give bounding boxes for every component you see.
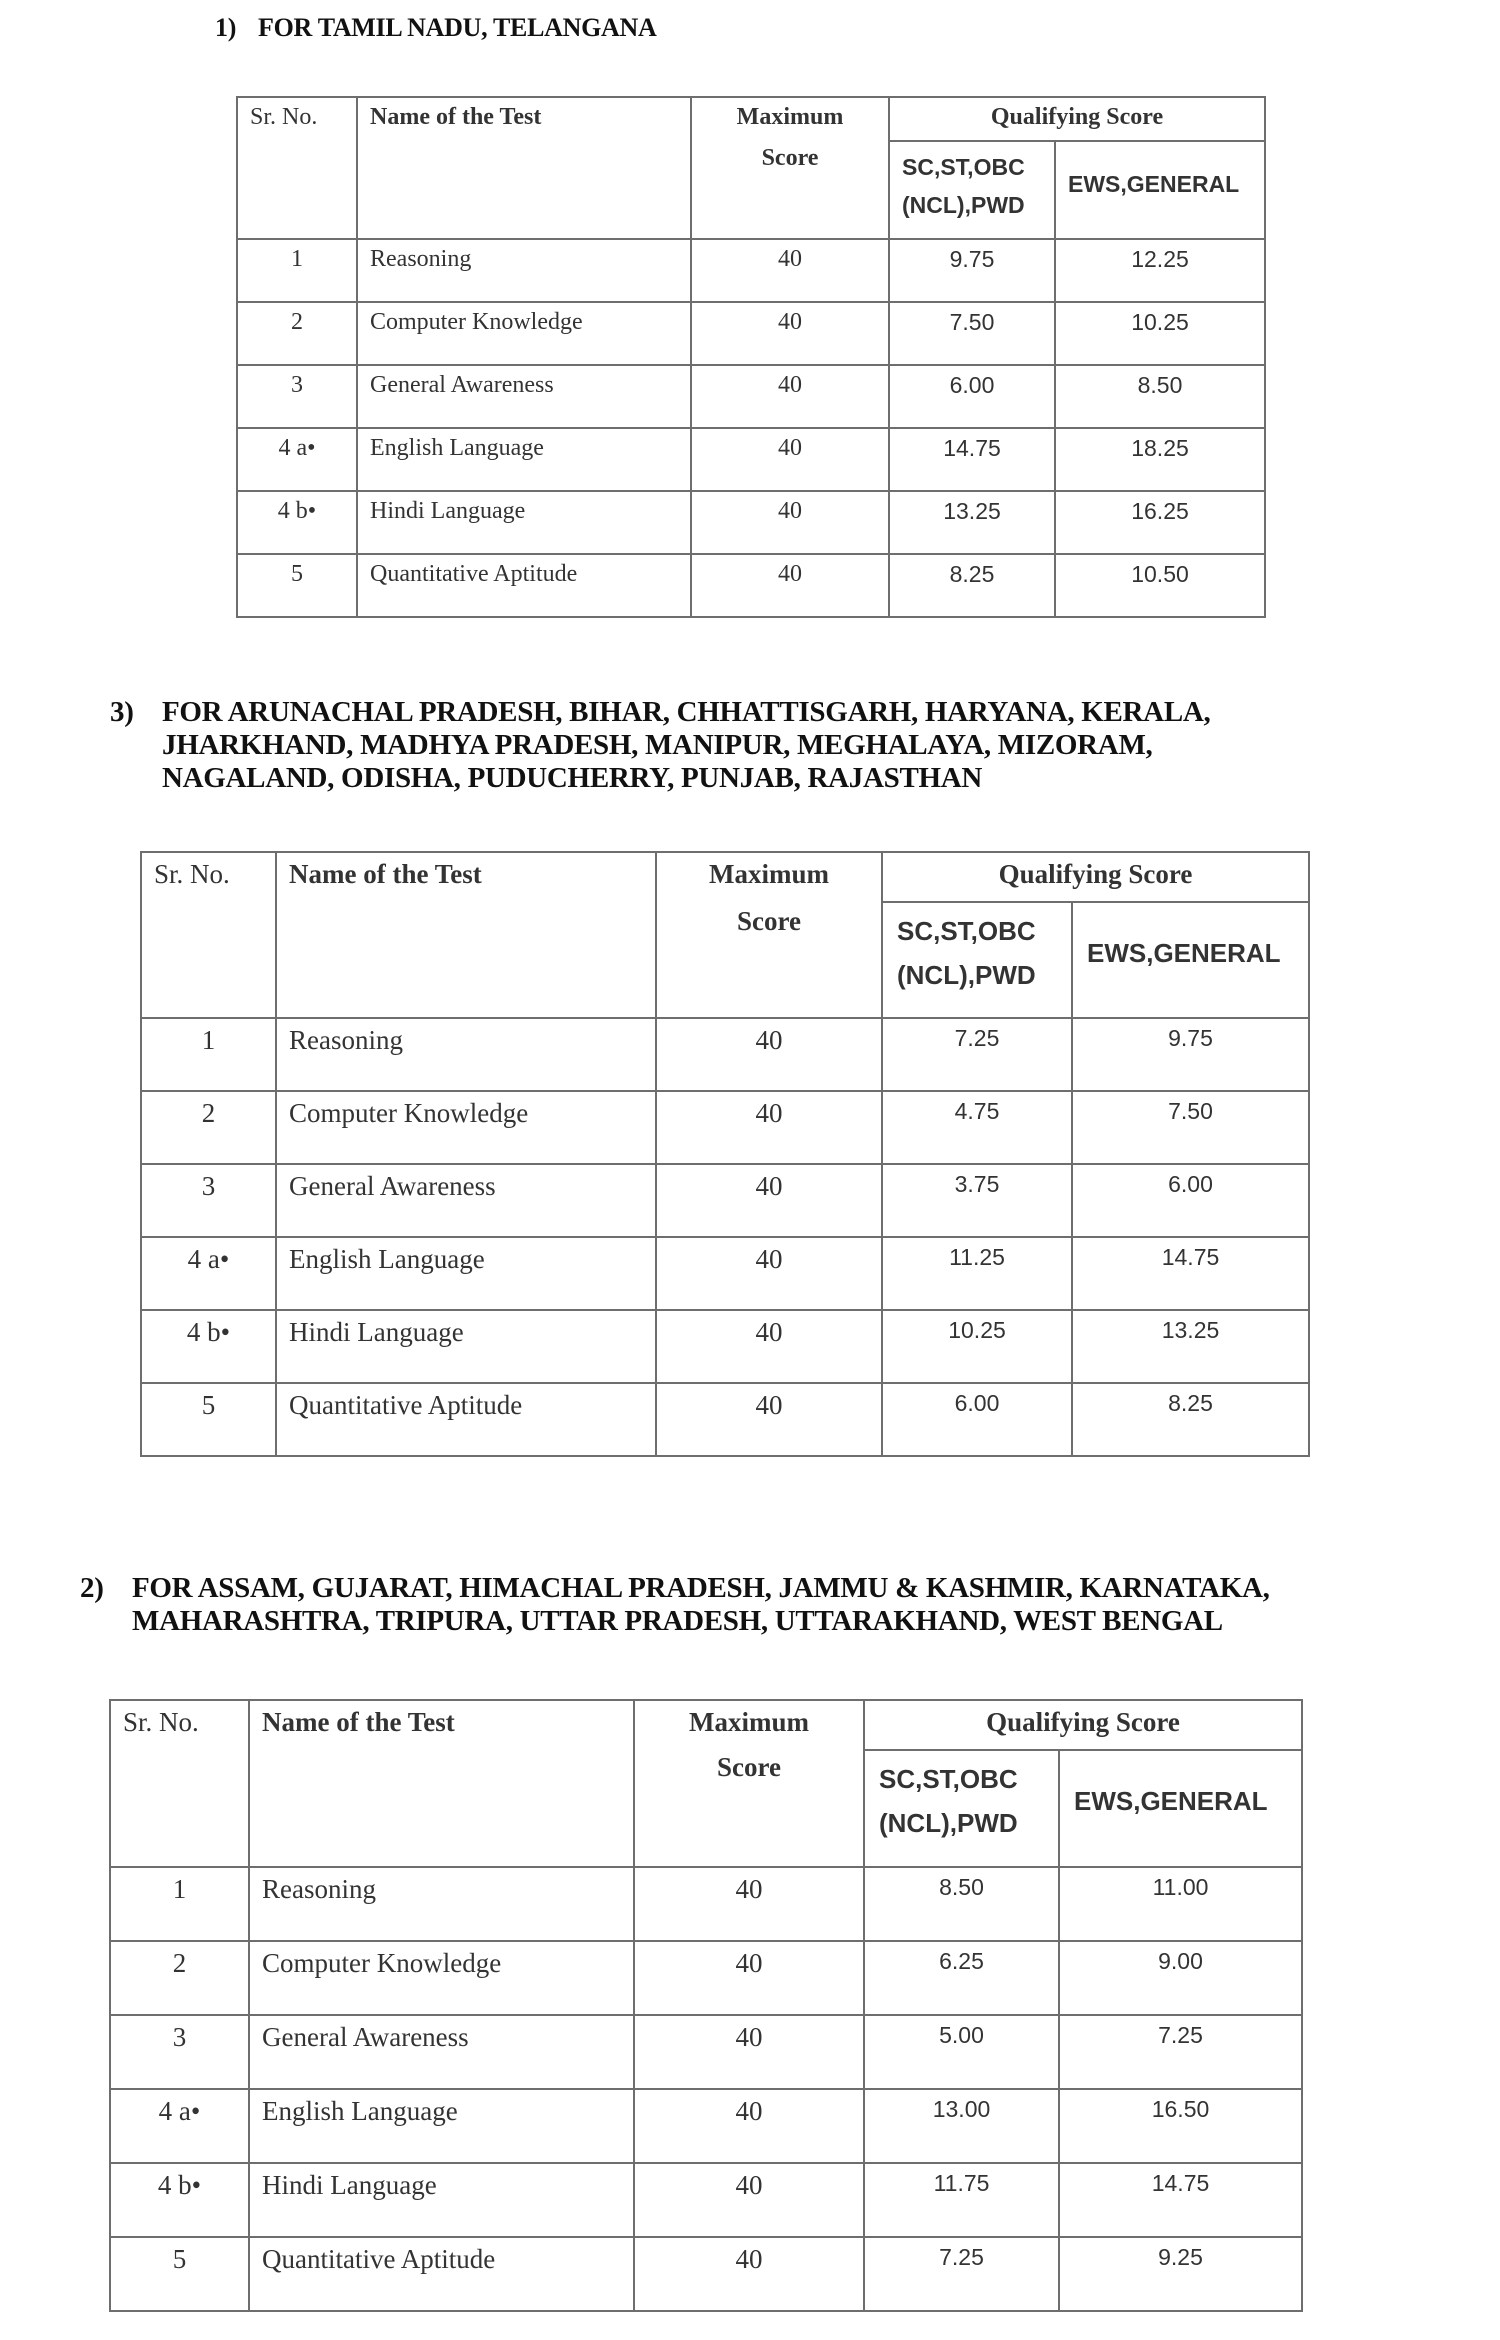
table-row	[141, 1091, 1309, 1164]
general-category-score-cell: 16.50	[1059, 2089, 1302, 2163]
test-name-cell: Quantitative Aptitude	[357, 554, 691, 617]
table-row	[141, 1164, 1309, 1237]
reserved-category-score-cell: 5.00	[864, 2015, 1059, 2089]
section-heading-3	[110, 696, 1211, 794]
general-category-score-cell: 13.25	[1072, 1310, 1309, 1383]
header-test-name: Name of the Test	[276, 852, 656, 1018]
table-row	[141, 1018, 1309, 1091]
test-name-cell: Reasoning	[249, 1867, 634, 1941]
header-category-reserved: SC,ST,OBC (NCL),PWD	[889, 141, 1055, 239]
maximum-score-cell: 40	[691, 302, 889, 365]
test-name-cell: English Language	[276, 1237, 656, 1310]
reserved-category-score-cell: 8.50	[864, 1867, 1059, 1941]
qualifying-score-table-3	[140, 851, 1310, 1457]
reserved-category-score-cell: 3.75	[882, 1164, 1072, 1237]
sr-no-cell: 4 a•	[237, 428, 357, 491]
sr-no-cell: 3	[141, 1164, 276, 1237]
reserved-category-score-cell: 11.25	[882, 1237, 1072, 1310]
reserved-category-score-cell: 7.50	[889, 302, 1055, 365]
sr-no-cell: 4 a•	[141, 1237, 276, 1310]
sr-no-cell: 4 b•	[141, 1310, 276, 1383]
test-name-cell: Hindi Language	[249, 2163, 634, 2237]
sr-no-cell: 1	[141, 1018, 276, 1091]
reserved-category-score-cell: 14.75	[889, 428, 1055, 491]
header-category-general: EWS,GENERAL	[1055, 141, 1265, 239]
reserved-category-score-cell: 6.00	[882, 1383, 1072, 1456]
test-name-cell: General Awareness	[276, 1164, 656, 1237]
table-body	[110, 1867, 1302, 2311]
header-test-name: Name of the Test	[249, 1700, 634, 1867]
section-title: FOR TAMIL NADU, TELANGANA	[258, 13, 657, 42]
sr-no-cell: 3	[110, 2015, 249, 2089]
header-qualifying-score: Qualifying Score	[864, 1700, 1302, 1750]
sr-no-cell: 4 b•	[237, 491, 357, 554]
maximum-score-cell: 40	[691, 491, 889, 554]
section-number: 2)	[80, 1572, 104, 1604]
general-category-score-cell: 18.25	[1055, 428, 1265, 491]
general-category-score-cell: 16.25	[1055, 491, 1265, 554]
header-qualifying-score: Qualifying Score	[882, 852, 1309, 902]
table-row	[110, 2163, 1302, 2237]
reserved-category-score-cell: 7.25	[882, 1018, 1072, 1091]
sr-no-cell: 3	[237, 365, 357, 428]
qualifying-score-table-2	[109, 1699, 1303, 2312]
test-name-cell: English Language	[249, 2089, 634, 2163]
table-row	[237, 239, 1265, 302]
reserved-category-score-cell: 11.75	[864, 2163, 1059, 2237]
reserved-category-score-cell: 13.25	[889, 491, 1055, 554]
maximum-score-cell: 40	[634, 2163, 864, 2237]
header-sr-no: Sr. No.	[237, 97, 357, 239]
test-name-cell: General Awareness	[249, 2015, 634, 2089]
general-category-score-cell: 6.00	[1072, 1164, 1309, 1237]
general-category-score-cell: 9.25	[1059, 2237, 1302, 2311]
header-category-general: EWS,GENERAL	[1072, 902, 1309, 1018]
maximum-score-cell: 40	[691, 554, 889, 617]
table-row	[237, 302, 1265, 365]
header-sr-no: Sr. No.	[141, 852, 276, 1018]
table-row	[237, 428, 1265, 491]
table-row	[141, 1237, 1309, 1310]
general-category-score-cell: 7.25	[1059, 2015, 1302, 2089]
reserved-category-score-cell: 6.00	[889, 365, 1055, 428]
general-category-score-cell: 10.25	[1055, 302, 1265, 365]
maximum-score-cell: 40	[691, 239, 889, 302]
sr-no-cell: 5	[237, 554, 357, 617]
general-category-score-cell: 14.75	[1072, 1237, 1309, 1310]
sr-no-cell: 1	[237, 239, 357, 302]
test-name-cell: Hindi Language	[357, 491, 691, 554]
table-row	[237, 554, 1265, 617]
general-category-score-cell: 14.75	[1059, 2163, 1302, 2237]
maximum-score-cell: 40	[634, 2015, 864, 2089]
table-row	[237, 365, 1265, 428]
sr-no-cell: 2	[141, 1091, 276, 1164]
header-category-reserved: SC,ST,OBC (NCL),PWD	[882, 902, 1072, 1018]
test-name-cell: Computer Knowledge	[276, 1091, 656, 1164]
table-row	[110, 2237, 1302, 2311]
general-category-score-cell: 12.25	[1055, 239, 1265, 302]
header-maximum-score: Maximum Score	[634, 1700, 864, 1867]
maximum-score-cell: 40	[656, 1164, 882, 1237]
maximum-score-cell: 40	[656, 1018, 882, 1091]
header-category-general: EWS,GENERAL	[1059, 1750, 1302, 1867]
section-title: FOR ARUNACHAL PRADESH, BIHAR, CHHATTISGARH, HARYANA, KERALA, JHARKHAND, MADHYA PRADESH, MANIPUR, MEGHALAYA, MIZORAM, NAGALAND, ODISHA, PUDUCHERRY, PUNJAB, RAJASTHAN	[162, 696, 1211, 794]
general-category-score-cell: 10.50	[1055, 554, 1265, 617]
table-body	[141, 1018, 1309, 1456]
section-heading-2	[80, 1572, 1270, 1637]
reserved-category-score-cell: 7.25	[864, 2237, 1059, 2311]
maximum-score-cell: 40	[634, 2237, 864, 2311]
maximum-score-cell: 40	[634, 1867, 864, 1941]
sr-no-cell: 2	[110, 1941, 249, 2015]
table-row	[110, 1867, 1302, 1941]
table-row	[141, 1383, 1309, 1456]
general-category-score-cell: 9.00	[1059, 1941, 1302, 2015]
sr-no-cell: 5	[110, 2237, 249, 2311]
section-number: 3)	[110, 696, 134, 728]
test-name-cell: Quantitative Aptitude	[276, 1383, 656, 1456]
header-maximum-score: Maximum Score	[656, 852, 882, 1018]
general-category-score-cell: 9.75	[1072, 1018, 1309, 1091]
maximum-score-cell: 40	[634, 2089, 864, 2163]
sr-no-cell: 5	[141, 1383, 276, 1456]
maximum-score-cell: 40	[656, 1310, 882, 1383]
sr-no-cell: 4 b•	[110, 2163, 249, 2237]
sr-no-cell: 1	[110, 1867, 249, 1941]
reserved-category-score-cell: 6.25	[864, 1941, 1059, 2015]
header-qualifying-score: Qualifying Score	[889, 97, 1265, 141]
table-row	[110, 1941, 1302, 2015]
maximum-score-cell: 40	[691, 365, 889, 428]
reserved-category-score-cell: 8.25	[889, 554, 1055, 617]
reserved-category-score-cell: 9.75	[889, 239, 1055, 302]
maximum-score-cell: 40	[656, 1383, 882, 1456]
general-category-score-cell: 7.50	[1072, 1091, 1309, 1164]
qualifying-score-table-1	[236, 96, 1266, 618]
general-category-score-cell: 8.50	[1055, 365, 1265, 428]
maximum-score-cell: 40	[656, 1237, 882, 1310]
reserved-category-score-cell: 10.25	[882, 1310, 1072, 1383]
maximum-score-cell: 40	[691, 428, 889, 491]
reserved-category-score-cell: 4.75	[882, 1091, 1072, 1164]
test-name-cell: General Awareness	[357, 365, 691, 428]
table-row	[141, 1310, 1309, 1383]
test-name-cell: Hindi Language	[276, 1310, 656, 1383]
sr-no-cell: 4 a•	[110, 2089, 249, 2163]
section-heading-1	[215, 12, 657, 44]
table-row	[110, 2089, 1302, 2163]
test-name-cell: Reasoning	[357, 239, 691, 302]
header-test-name: Name of the Test	[357, 97, 691, 239]
test-name-cell: Computer Knowledge	[357, 302, 691, 365]
sr-no-cell: 2	[237, 302, 357, 365]
maximum-score-cell: 40	[656, 1091, 882, 1164]
test-name-cell: Computer Knowledge	[249, 1941, 634, 2015]
test-name-cell: Quantitative Aptitude	[249, 2237, 634, 2311]
header-maximum-score: Maximum Score	[691, 97, 889, 239]
reserved-category-score-cell: 13.00	[864, 2089, 1059, 2163]
section-title: FOR ASSAM, GUJARAT, HIMACHAL PRADESH, JAMMU & KASHMIR, KARNATAKA, MAHARASHTRA, TRIPURA, UTTAR PRADESH, UTTARAKHAND, WEST BENGAL	[132, 1572, 1270, 1637]
general-category-score-cell: 11.00	[1059, 1867, 1302, 1941]
test-name-cell: English Language	[357, 428, 691, 491]
table-body	[237, 239, 1265, 617]
general-category-score-cell: 8.25	[1072, 1383, 1309, 1456]
header-category-reserved: SC,ST,OBC (NCL),PWD	[864, 1750, 1059, 1867]
maximum-score-cell: 40	[634, 1941, 864, 2015]
table-row	[237, 491, 1265, 554]
header-sr-no: Sr. No.	[110, 1700, 249, 1867]
test-name-cell: Reasoning	[276, 1018, 656, 1091]
section-number: 1)	[215, 13, 237, 42]
table-row	[110, 2015, 1302, 2089]
